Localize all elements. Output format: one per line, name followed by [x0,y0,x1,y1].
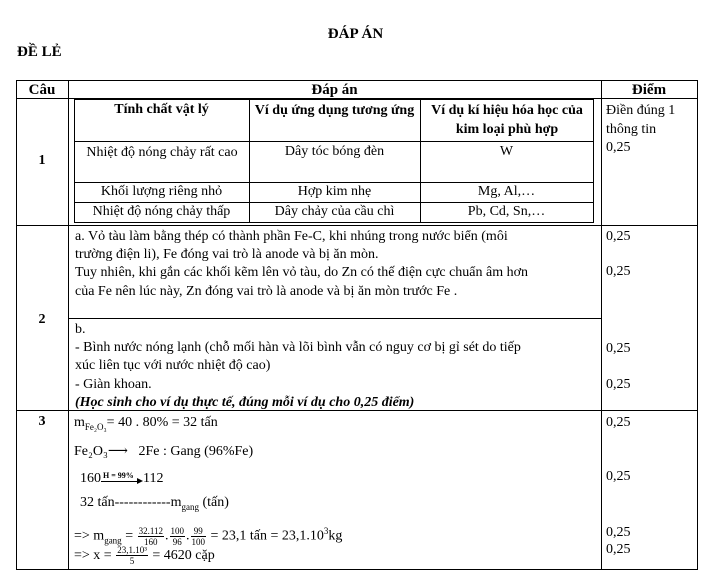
q3-calc-result: = 23,1 tấn = 23,1.10 [207,528,324,544]
q1-row3-property: Nhiệt độ nóng chảy thấp [92,204,231,219]
q1-row2-symbol: Mg, Al,… [477,184,536,199]
q3-frac-4: $\frac{\text{23,1.10³}}{5}$ [117,545,147,567]
q3-line1-rest: = 40 . 80% = 32 tấn [106,415,218,430]
q2-b-label: b. [75,322,86,337]
header-diem: Điểm [631,82,667,98]
q1-number: 1 [38,153,46,168]
q3-score-3: 0,25 [606,525,631,540]
q3-prop-unit: (tấn) [198,495,229,510]
q3-m-symbol: m [74,415,85,430]
q1-header-application: Ví dụ ứng dụng tương ứng [254,103,415,118]
q3-reaction [74,443,253,461]
q3-frac-3: $\frac{99}{100}$ [191,525,206,547]
q3-frac-2: $\frac{100}{96}$ [170,525,185,547]
q3-prop-m: m [170,495,182,510]
q3-proportion [80,494,229,516]
q1-row1-property: Nhiệt độ nóng chảy rất cao [86,145,238,160]
q2-score-4: 0,25 [606,377,631,392]
page-subtitle: ĐỀ LẺ [17,44,62,60]
header-cau: Câu [28,82,56,98]
q3-arrow-label: H = 99% [103,470,134,480]
q3-calc-sub: gang [104,535,122,546]
q1-score-note: Điền đúng 1 thông tin [606,103,676,137]
q3-yield-arrow-icon [101,472,143,486]
q2-a-line1: a. Vỏ tàu làm bằng thép có thành phần Fe-C, khi nhúng trong nước biển (môi [75,229,508,244]
q3-ratio-left: 160 [80,471,101,486]
q3-x-line [74,543,215,569]
q3-x-prefix: => x = [74,548,116,563]
q2-b-note: (Học sinh cho ví dụ thực tế, đúng mỗi ví dụ cho 0,25 điểm) [75,395,415,410]
q3-calc-prefix: => m [74,528,105,544]
q3-x-result: = 4620 cặp [148,548,215,563]
q2-score-1: 0,25 [606,229,631,244]
q2-b-line3: - Giàn khoan. [75,377,152,392]
q3-reaction-left: Fe₂O₃⟶ [74,444,128,459]
q1-score: 0,25 [606,140,631,155]
q3-score-4: 0,25 [606,542,631,557]
q3-frac-1: $\frac{32.112}{160}$ [138,525,164,547]
q3-number: 3 [38,414,46,429]
q2-a-line3: Tuy nhiên, khi gắn các khối kẽm lên vỏ tàu, do Zn có thế điện cực chuẩn âm hơn [75,265,529,280]
q3-ratio-line [80,470,163,488]
q3-m-sub: Fe₂O₃ [84,421,107,432]
q3-calc-sup: 3 [323,526,329,536]
q2-score-3: 0,25 [606,341,631,356]
q2-number: 2 [38,312,46,327]
q3-prop-left: 32 tấn------------ [80,495,171,510]
q3-score-2: 0,25 [606,469,631,484]
q1-header-property: Tính chất vật lý [114,102,209,117]
q1-row2-property: Khối lượng riêng nhỏ [100,184,223,199]
q3-prop-sub: gang [181,501,199,512]
q3-line1 [74,414,218,436]
q1-row2-application: Hợp kim nhẹ [297,184,372,199]
q1-row3-application: Dây chảy của cầu chì [274,204,395,219]
q2-b-line1: - Bình nước nóng lạnh (chỗ mối hàn và lõi bình vẫn có nguy cơ bị gỉ sét do tiếp [75,340,521,355]
q1-row1-application: Dây tóc bóng đèn [284,144,385,159]
q3-reaction-right: 2Fe : Gang (96%Fe) [138,444,254,459]
q2-score-2: 0,25 [606,264,631,279]
q1-header-symbol: Ví dụ kí hiệu hóa học của kim loại phù hợp [431,103,583,137]
q3-calc-unit: kg [328,528,343,544]
q3-calc-eq: = [121,528,137,544]
q1-row1-symbol: W [499,144,514,159]
header-dapan: Đáp án [311,82,358,98]
q3-ratio-right: 112 [143,471,164,486]
q3-calc: => $m_{gang}$ = $\frac{32.112}{160}$ . $\frac{100}{96}$ . $\frac{99}{100}$ = 23,1 tấn = $23,1.10^3kg$ [74,525,343,547]
q3-score-1: 0,25 [606,415,631,430]
q2-a-line4: của Fe nên lúc này, Zn đóng vai trò là anode và bị ăn mòn trước Fe . [75,284,458,299]
q2-a-line2: trường điện li), Fe đóng vai trò là anode và bị ăn mòn. [75,247,379,262]
q2-b-line2: xúc liên tục với nước nhiệt độ cao) [75,358,271,373]
q1-row3-symbol: Pb, Cd, Sn,… [467,204,546,219]
page-title: ĐÁP ÁN [327,26,384,42]
